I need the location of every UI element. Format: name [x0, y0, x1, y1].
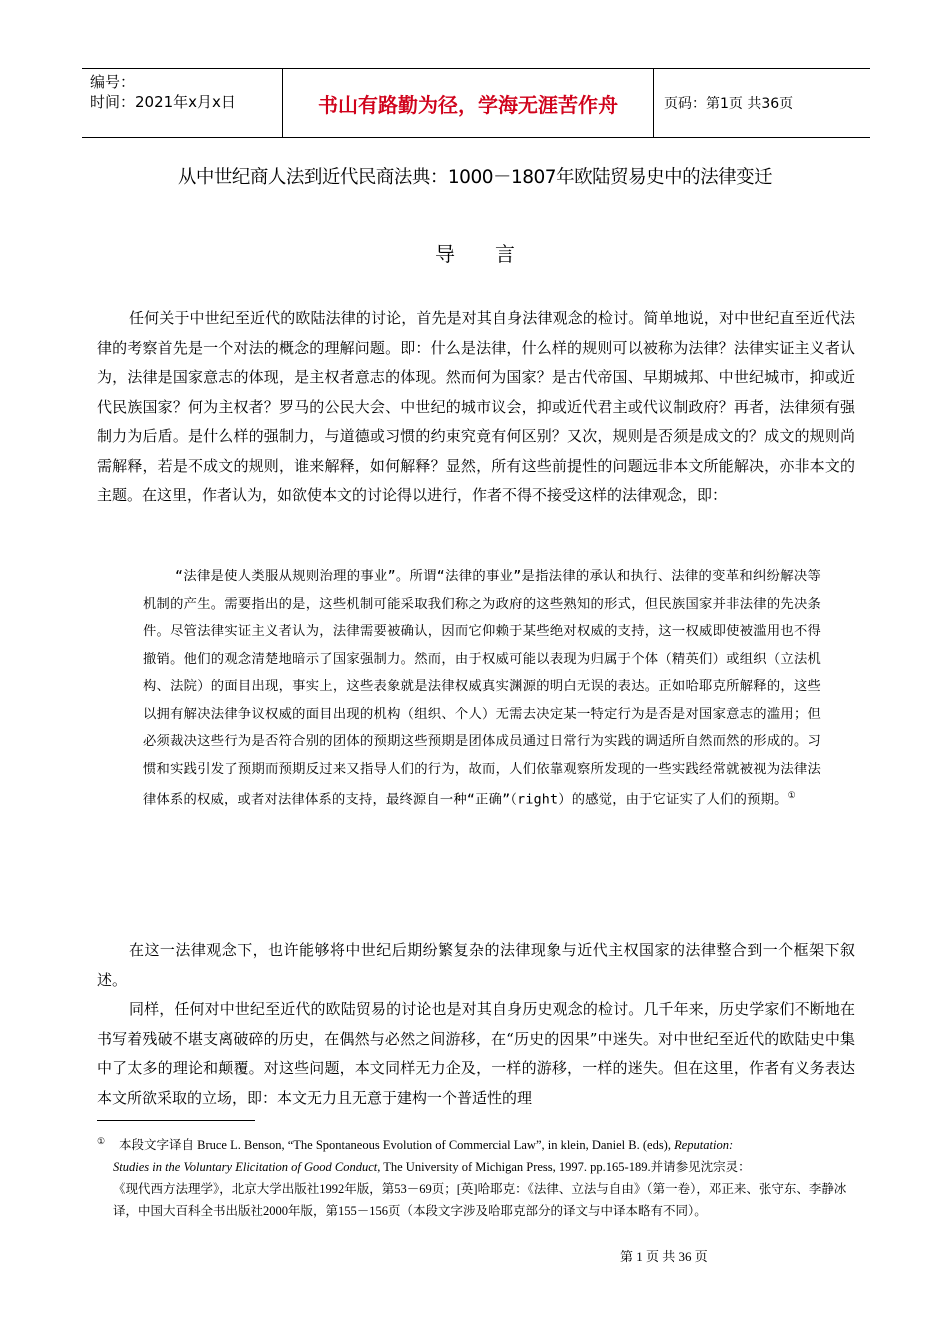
section-heading: 导言 [435, 242, 555, 266]
footnote-mark: ① [97, 1136, 106, 1146]
page-number: 第 1 页 共 36 页 [620, 1249, 708, 1264]
header-motto-cell [282, 69, 654, 137]
time-label: 时间：2021年x月x日 [90, 93, 236, 111]
block-quote [143, 563, 821, 814]
footnote-reference[interactable]: ① [787, 791, 796, 801]
footnote-line-2: Studies in the Voluntary Elicitation of Good Conduct, The University of Michigan Press, 1997. pp.165-189.并请参见沈宗灵： [113, 1160, 751, 1175]
footnote-divider [97, 1120, 255, 1121]
number-label: 编号： [90, 73, 136, 91]
header-motto: 书山有路勤为径，学海无涯苦作舟 [318, 92, 618, 117]
header-meta [82, 69, 282, 137]
footnote-line-3: 《现代西方法理学》，北京大学出版社1992年版，第53－69页；[英]哈耶克：《法律、立法与自由》（第一卷），邓正来、张守东、李静冰译，中国大百科全书出版社2000年版，第155－156页（本段文字涉及哈耶克部分的译文与中译本略有不同）。 [113, 1182, 847, 1219]
footnote-line-1: ① 本段文字译自 Bruce L. Benson, “The Spontaneous Evolution of Commercial Law”, in klein, Daniel B. (eds), Reputation: [97, 1130, 855, 1156]
document-title: 从中世纪商人法到近代民商法典：1000－1807年欧陆贸易史中的法律变迁 [177, 167, 773, 188]
paragraph-intro: 任何关于中世纪至近代的欧陆法律的讨论，首先是对其自身法律观念的检讨。简单地说，对中世纪直至近代法律的考察首先是一个对法的概念的理解问题。即：什么是法律，什么样的规则可以被称为法律？法律实证主义者认为，法律是国家意志的体现，是主权者意志的体现。然而何为国家？是古代帝国、早期城邦、中世纪城市，抑或近代民族国家？何为主权者？罗马的公民大会、中世纪的城市议会，抑或近代君主或代议制政府？再者，法律须有强制力为后盾。是什么样的强制力，与道德或习惯的约束究竟有何区别？又次，规则是否须是成文的？成文的规则尚需解释，若是不成文的规则，谁来解释，如何解释？显然，所有这些前提性的问题远非本文所能解决，亦非本文的主题。在这里，作者认为，如欲使本文的讨论得以进行，作者不得不接受这样的法律观念，即： [97, 309, 855, 504]
paragraph-second: 在这一法律观念下，也许能够将中世纪后期纷繁复杂的法律现象与近代主权国家的法律整合到一个框架下叙述。 [97, 941, 855, 989]
quote-text: “法律是使人类服从规则治理的事业”。所谓“法律的事业”是指法律的承认和执行、法律的变革和纠纷解决等机制的产生。需要指出的是，这些机制可能采取我们称之为政府的这些熟知的形式，但民族国家并非法律的先决条件。尽管法律实证主义者认为，法律需要被确认，因而它仰赖于某些绝对权威的支持，这一权威即使被滥用也不得撤销。他们的观念清楚地暗示了国家强制力。然而，由于权威可能以表现为归属于个体（精英们）或组织（立法机构、法院）的面目出现，事实上，这些表象就是法律权威真实渊源的明白无误的表达。正如哈耶克所解释的，这些以拥有解决法律争议权威的面目出现的机构（组织、个人）无需去决定某一特定行为是否是对国家意志的滥用；但必须裁决这些行为是否符合别的团体的预期这些预期是团体成员通过日常行为实践的调适所自然而然的形成的。习惯和实践引发了预期而预期反过来又指导人们的行为，故而，人们依靠观察所发现的一些实践经常就被视为法律法律体系的权威，或者对法律体系的支持，最终源自一种“正确”（right）的感觉，由于它证实了人们的预期。 [143, 569, 821, 808]
header-table [82, 68, 870, 138]
header-page-info: 页码：第1页 共36页 [664, 96, 794, 112]
paragraph-third: 同样，任何对中世纪至近代的欧陆贸易的讨论也是对其自身历史观念的检讨。几千年来，历史学家们不断地在书写着残破不堪支离破碎的历史，在偶然与必然之间游移，在“历史的因果”中迷失。对中世纪至近代的欧陆史中集中了太多的理论和颠覆。对这些问题，本文同样无力企及，一样的游移，一样的迷失。但在这里，作者有义务表达本文所欲采取的立场，即：本文无力且无意于建构一个普适性的理 [97, 1000, 855, 1107]
footnote [97, 1130, 855, 1222]
